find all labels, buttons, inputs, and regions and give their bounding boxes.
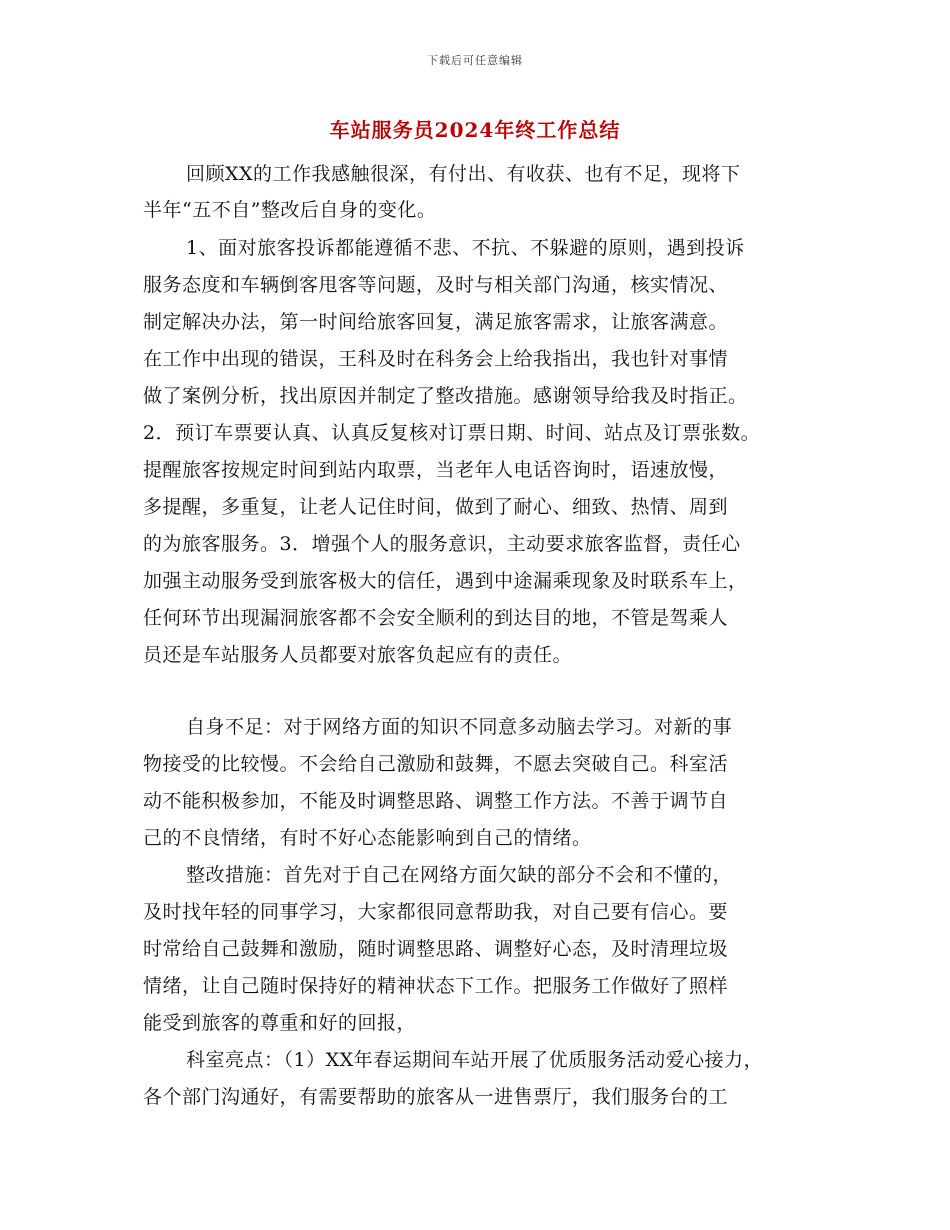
paragraph-line: 在工作中出现的错误，王科及时在科务会上给我指出，我也针对事情	[143, 348, 729, 370]
paragraph-line: 的为旅客服务。3．增强个人的服务意识，主动要求旅客监督，责任心	[143, 533, 741, 555]
paragraph-line: 2．预订车票要认真、认真反复核对订票日期、时间、站点及订票张数。	[143, 422, 761, 444]
header-note: 下载后可任意编辑	[427, 54, 523, 67]
paragraph-line: 半年“五不自”整改后自身的变化。	[143, 199, 437, 221]
paragraph-line: 加强主动服务受到旅客极大的信任，遇到中途漏乘现象及时联系车上，	[143, 570, 748, 592]
paragraph-line: 科室亮点：（1）XX年春运期间车站开展了优质服务活动爱心接力，	[186, 1049, 764, 1071]
paragraph-line: 服务态度和车辆倒客甩客等问题，及时与相关部门沟通，核实情况、	[143, 274, 729, 296]
paragraph-line: 员还是车站服务人员都要对旅客负起应有的责任。	[143, 644, 573, 666]
paragraph-line: 时常给自己鼓舞和激励，随时调整思路、调整好心态，及时清理垃圾	[143, 938, 729, 960]
paragraph-line: 制定解决办法，第一时间给旅客回复，满足旅客需求，让旅客满意。	[143, 311, 729, 333]
paragraph-line: 及时找年轻的同事学习，大家都很同意帮助我，对自己要有信心。要	[143, 901, 729, 923]
paragraph-line: 回顾XX的工作我感触很深，有付出、有收获、也有不足，现将下	[186, 163, 741, 185]
paragraph-line: 任何环节出现漏洞旅客都不会安全顺利的到达目的地，不管是驾乘人	[143, 607, 729, 629]
paragraph-line: 提醒旅客按规定时间到站内取票，当老年人电话咨询时，语速放慢，	[143, 459, 729, 481]
paragraph-line: 自身不足：对于网络方面的知识不同意多动脑去学习。对新的事	[186, 716, 733, 738]
paragraph-line: 能受到旅客的尊重和好的回报，	[143, 1012, 417, 1034]
paragraph-line: 情绪，让自己随时保持好的精神状态下工作。把服务工作做好了照样	[143, 975, 729, 997]
paragraph-line: 物接受的比较慢。不会给自己激励和鼓舞，不愿去突破自己。科室活	[143, 753, 729, 775]
paragraph-line: 做了案例分析，找出原因并制定了整改措施。感谢领导给我及时指正。	[143, 385, 748, 407]
paragraph-line: 多提醒，多重复，让老人记住时间，做到了耐心、细致、热情、周到	[143, 496, 729, 518]
paragraph-line: 各个部门沟通好，有需要帮助的旅客从一进售票厅，我们服务台的工	[143, 1086, 729, 1108]
document-title: 车站服务员2024年终工作总结	[329, 118, 621, 142]
paragraph-line: 动不能积极参加，不能及时调整思路、调整工作方法。不善于调节自	[143, 790, 729, 812]
paragraph-line: 1、面对旅客投诉都能遵循不悲、不抗、不躲避的原则，遇到投诉	[186, 237, 745, 259]
paragraph-line: 己的不良情绪，有时不好心态能影响到自己的情绪。	[143, 827, 592, 849]
paragraph-line: 整改措施：首先对于自己在网络方面欠缺的部分不会和不懂的，	[186, 864, 733, 886]
